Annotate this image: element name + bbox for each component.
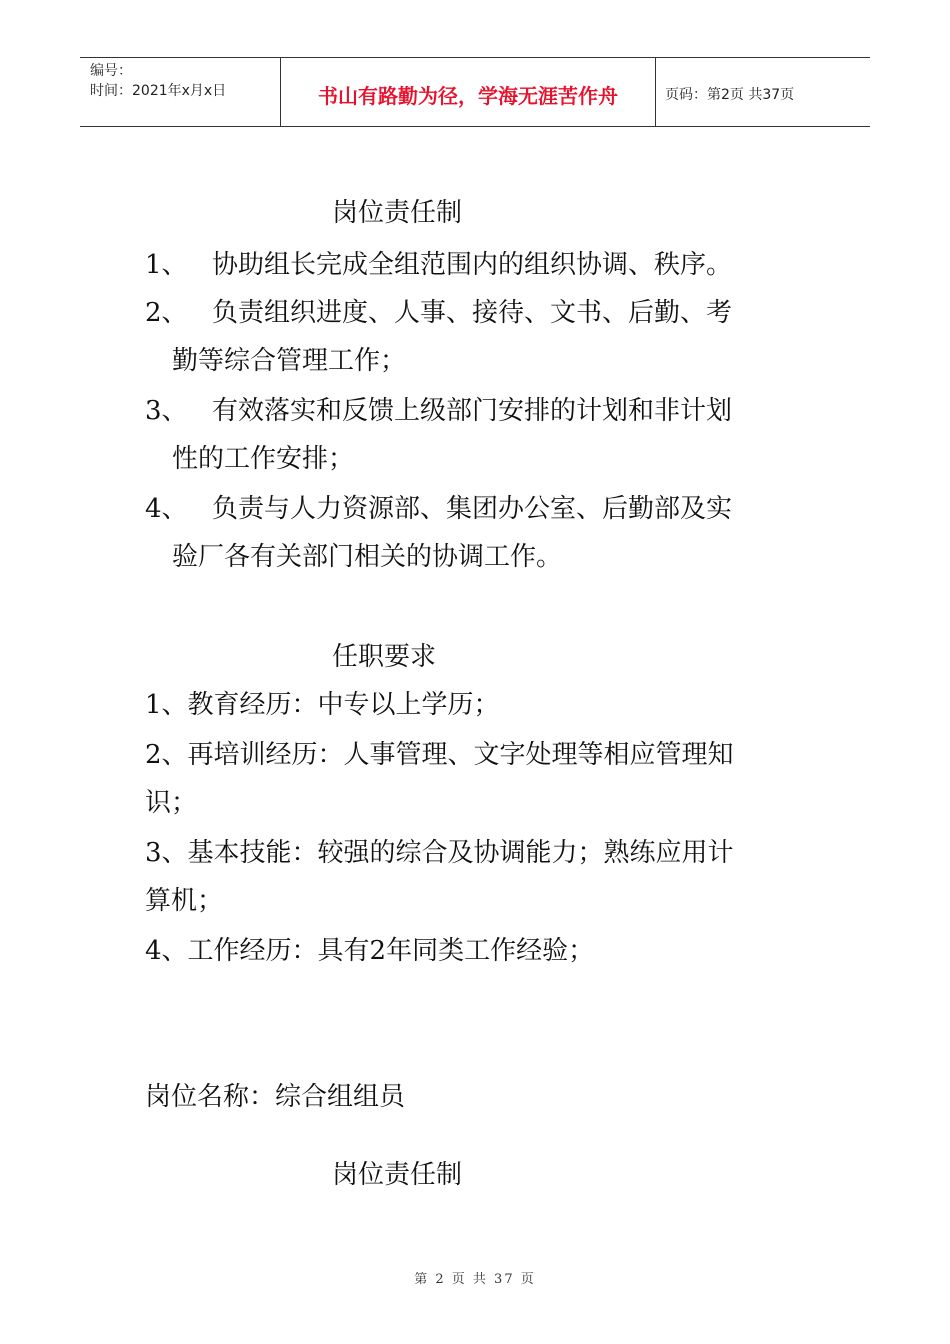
item-text: 有效落实和反馈上级部门安排的计划和非计划 [212, 396, 733, 426]
position-name: 岗位名称：综合组组员 [145, 1082, 406, 1112]
header-meta [80, 58, 280, 126]
header-page-cell [655, 58, 870, 126]
requirement-item-continued: 算机； [145, 886, 224, 916]
page-header [80, 57, 870, 127]
item-text-continued: 勤等综合管理工作； [172, 346, 407, 376]
item-number: 1、 [145, 250, 188, 280]
item-text-continued: 验厂各有关部门相关的协调工作。 [172, 542, 563, 572]
item-text: 负责组织进度、人事、接待、文书、后勤、考 [212, 298, 733, 328]
section-title-responsibilities: 岗位责任制 [332, 198, 463, 228]
requirement-item: 4、工作经历：具有2年同类工作经验； [145, 936, 595, 966]
header-motto: 书山有路勤为径，学海无涯苦作舟 [318, 84, 618, 108]
requirement-item: 3、基本技能：较强的综合及协调能力；熟练应用计 [145, 838, 734, 868]
item-text: 负责与人力资源部、集团办公室、后勤部及实 [212, 494, 733, 524]
item-number: 4、 [145, 494, 188, 524]
header-motto-cell [280, 58, 656, 126]
item-text: 协助组长完成全组范围内的组织协调、秩序。 [212, 250, 733, 280]
document-number-label: 编号： [90, 63, 132, 79]
document-date-label: 时间：2021年x月x日 [90, 83, 227, 99]
page-footer: 第 2 页 共 37 页 [414, 1272, 536, 1287]
requirement-item: 1、教育经历：中专以上学历； [145, 690, 500, 720]
section-title-requirements: 任职要求 [332, 642, 437, 672]
item-number: 2、 [145, 298, 188, 328]
section-title-responsibilities-2: 岗位责任制 [332, 1160, 463, 1190]
requirement-item: 2、再培训经历：人事管理、文字处理等相应管理知 [145, 740, 734, 770]
requirement-item-continued: 识； [145, 788, 198, 818]
header-page-info: 页码：第2页 共37页 [665, 87, 795, 103]
item-text-continued: 性的工作安排； [172, 444, 355, 474]
item-number: 3、 [145, 396, 188, 426]
